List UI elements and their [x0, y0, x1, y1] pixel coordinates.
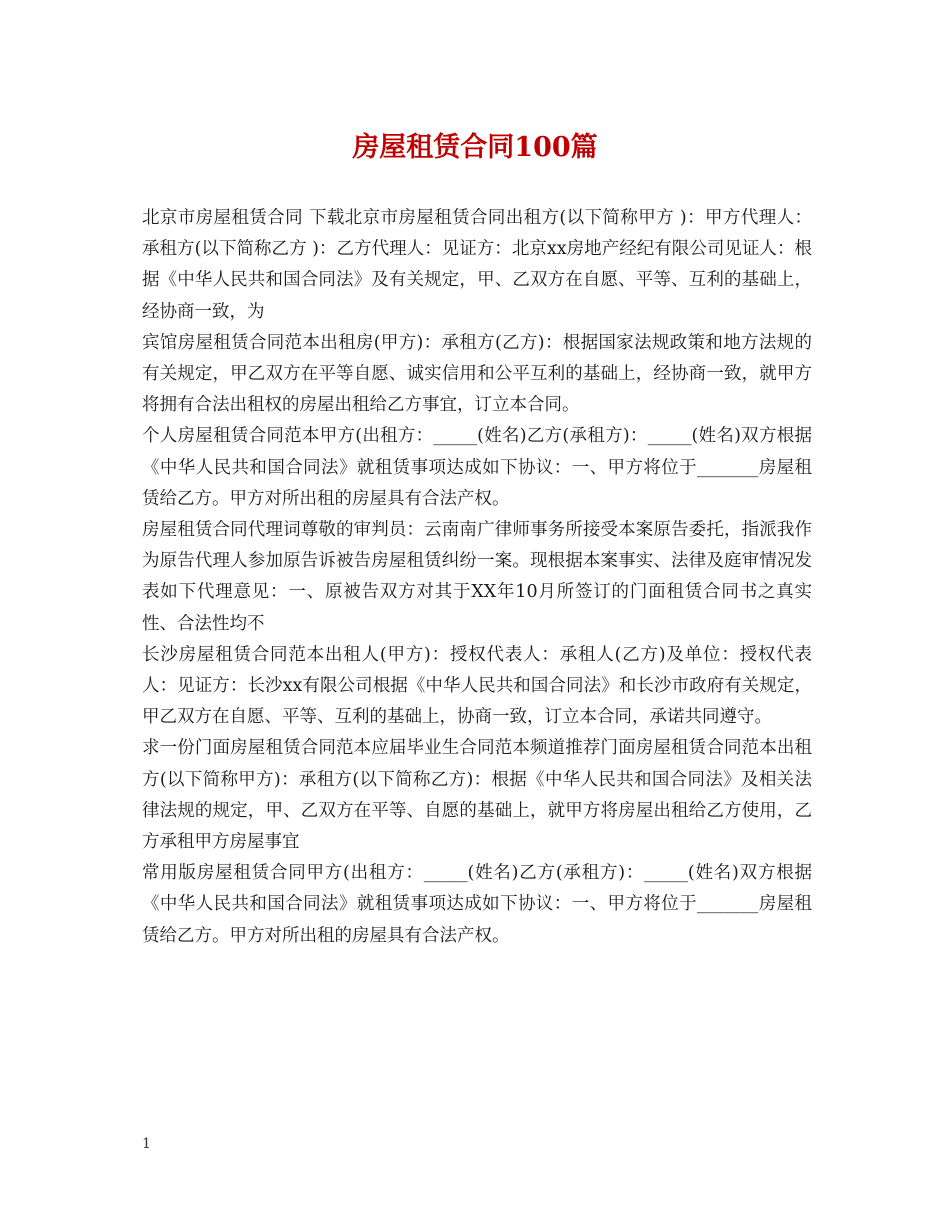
page-number: 1	[142, 1136, 151, 1152]
paragraph-storefront-lease: 求一份门面房屋租赁合同范本应届毕业生合同范本频道推荐门面房屋租赁合同范本出租方(以下简称甲方)：承租方(以下简称乙方)：根据《中华人民共和国合同法》及相关法律法规的规定，甲、乙双方在平等、自愿的基础上，就甲方将房屋出租给乙方使用，乙方承租甲方房屋事宜	[142, 738, 812, 853]
paragraph-beijing-lease: 北京市房屋租赁合同 下载北京市房屋租赁合同出租方(以下简称甲方 )：甲方代理人：承租方(以下简称乙方 )：乙方代理人：见证方：北京xx房地产经纪有限公司见证人：根据《中华人民共和国合同法》及有关规定，甲、乙双方在自愿、平等、互利的基础上，经协商一致，为	[142, 208, 812, 322]
paragraph-lease-agency-statement: 房屋租赁合同代理词尊敬的审判员：云南南广律师事务所接受本案原告委托，指派我作为原告代理人参加原告诉被告房屋租赁纠纷一案。现根据本案事实、法律及庭审情况发表如下代理意见：一、原被告双方对其于XX年10月所签订的门面租赁合同书之真实性、合法性均不	[142, 520, 812, 634]
paragraph-hotel-lease: 宾馆房屋租赁合同范本出租房(甲方)：承租方(乙方)：根据国家法规政策和地方法规的有关规定，甲乙双方在平等自愿、诚实信用和公平互利的基础上，经协商一致，就甲方将拥有合法出租权的房屋出租给乙方事宜，订立本合同。	[142, 332, 812, 416]
paragraph-changsha-lease: 长沙房屋租赁合同范本出租人(甲方)：授权代表人：承租人(乙方)及单位：授权代表人：见证方：长沙xx有限公司根据《中华人民共和国合同法》和长沙市政府有关规定，甲乙双方在自愿、平等、互利的基础上，协商一致，订立本合同，承诺共同遵守。	[142, 644, 812, 728]
paragraph-common-lease: 常用版房屋租赁合同甲方(出租方：_____(姓名)乙方(承租方)：_____(姓名)双方根据《中华人民共和国合同法》就租赁事项达成如下协议：一、甲方将位于_______房屋租赁给乙方。甲方对所出租的房屋具有合法产权。	[142, 863, 812, 946]
paragraph-personal-lease: 个人房屋租赁合同范本甲方(出租方：_____(姓名)乙方(承租方)：_____(姓名)双方根据《中华人民共和国合同法》就租赁事项达成如下协议：一、甲方将位于_______房屋租赁给乙方。甲方对所出租的房屋具有合法产权。	[142, 426, 812, 509]
page-title: 房屋租赁合同100篇	[352, 132, 598, 163]
document-body	[142, 203, 812, 952]
